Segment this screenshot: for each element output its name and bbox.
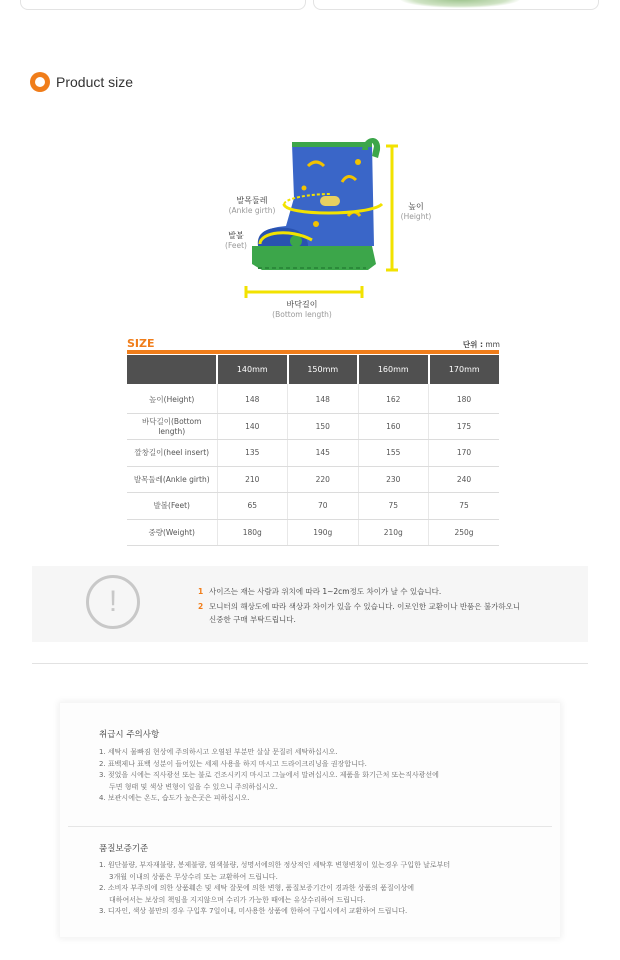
table-cell: 148 <box>288 384 359 413</box>
row-label: 높이(Height) <box>127 384 217 413</box>
care-line: 1. 세탁시 물빠짐 현상에 주의하시고 오염된 부분만 살살 문질러 세탁하십시오. <box>99 748 338 756</box>
table-cell: 145 <box>288 440 359 467</box>
label-bottom-length: 바닥길이 (Bottom length) <box>272 300 332 319</box>
size-table <box>127 355 499 546</box>
table-cell: 155 <box>358 440 429 467</box>
table-cell: 190g <box>288 519 359 546</box>
row-label: 중량(Weight) <box>127 519 217 546</box>
table-cell: 175 <box>429 413 500 440</box>
table-row <box>127 440 499 467</box>
label-feet: 발볼 (Feet) <box>225 231 247 250</box>
table-cell: 140 <box>217 413 288 440</box>
table-cell: 65 <box>217 493 288 520</box>
table-cell: 180g <box>217 519 288 546</box>
row-label: 깔창길이(heel insert) <box>127 440 217 467</box>
table-cell: 170 <box>429 440 500 467</box>
warranty-list <box>99 860 450 918</box>
section-bullet-icon <box>30 72 50 92</box>
section-divider <box>32 663 588 664</box>
table-cell: 210 <box>217 466 288 493</box>
header-size: 170mm <box>429 355 500 384</box>
notice-item-2: 2 모니터의 해상도에 따라 색상과 차이가 있을 수 있습니다. 이로인한 교환이나 반품은 불가하오니 신중한 구매 부탁드립니다. <box>198 602 521 624</box>
label-height: 높이 (Height) <box>400 202 432 221</box>
header-size: 140mm <box>217 355 288 384</box>
top-product-card-left[interactable] <box>20 0 306 10</box>
table-row <box>127 493 499 520</box>
table-row <box>127 466 499 493</box>
row-label: 발볼(Feet) <box>127 493 217 520</box>
care-line: 4. 보관시에는 온도, 습도가 높은곳은 피하십시오. <box>99 794 250 802</box>
table-cell: 75 <box>358 493 429 520</box>
row-label: 바닥길이(Bottom length) <box>127 413 217 440</box>
table-cell: 135 <box>217 440 288 467</box>
exclamation-icon: ! <box>86 575 140 629</box>
care-line: 3. 젖었을 시에는 직사광선 또는 불로 건조시키지 마시고 그늘에서 말려십시오. 제품을 화기근처 또는직사광선에 <box>99 771 439 779</box>
warranty-line: 1. 원단불량, 부자재불량, 봉제불량, 염색불량, 성명서에의한 정상적인 세탁후 변형변칭이 있는경우 구입한 날로부터 <box>99 861 451 869</box>
table-row <box>127 519 499 546</box>
size-table-header-row <box>127 355 499 384</box>
size-table-title: SIZE <box>127 337 155 350</box>
label-ankle-girth: 발목둘레 (Ankle girth) <box>228 196 276 215</box>
table-cell: 148 <box>217 384 288 413</box>
size-table-accent-bar <box>127 350 499 354</box>
care-line: 두면 형태 및 색상 변형이 일을 수 있으니 주의하십시오. <box>109 782 278 791</box>
table-cell: 162 <box>358 384 429 413</box>
table-cell: 250g <box>429 519 500 546</box>
table-row <box>127 413 499 440</box>
table-row <box>127 384 499 413</box>
table-cell: 70 <box>288 493 359 520</box>
warranty-line: 2. 소비자 부주의에 의한 상품훼손 및 세탁 잘못에 의한 변형, 품질보증기간이 경과한 상품의 품질이상에 <box>99 884 415 892</box>
header-size: 160mm <box>358 355 429 384</box>
table-cell: 75 <box>429 493 500 520</box>
care-title: 취급시 주의사항 <box>99 730 160 740</box>
table-cell: 210g <box>358 519 429 546</box>
boot-diagram <box>200 128 430 328</box>
table-cell: 160 <box>358 413 429 440</box>
boot-sole <box>252 246 376 270</box>
care-line: 2. 표백제나 표백 성분이 들어있는 세제 사용을 하지 마시고 드라이크리닝을 권장합니다. <box>99 759 367 768</box>
notice-item-1: 1 사이즈는 재는 사람과 위치에 따라 1~2cm정도 차이가 날 수 있습니다. <box>198 587 442 596</box>
table-cell: 230 <box>358 466 429 493</box>
row-label: 발목둘레(Ankle girth) <box>127 466 217 493</box>
header-empty <box>127 355 217 384</box>
table-cell: 220 <box>288 466 359 493</box>
warranty-title: 품질보증기준 <box>99 844 149 854</box>
warranty-line: 대하여서는 보상의 책임을 지지않으며 수리가 가능한 때에는 유상수리하여 드립니다. <box>109 895 366 904</box>
header-size: 150mm <box>288 355 359 384</box>
table-cell: 240 <box>429 466 500 493</box>
unit-label: 단위 : mm <box>462 340 500 349</box>
care-divider <box>68 826 552 827</box>
warranty-line: 3개월 이내의 상품은 무상수리 또는 교환하여 드립니다. <box>109 872 278 881</box>
warranty-line: 3. 디자인, 색상 불만의 경우 구입후 7일이내, 미사용한 상품에 한하여 구입시에서 교환하여 드립니다. <box>99 907 408 915</box>
care-list <box>99 747 439 805</box>
section-title: Product size <box>56 74 134 90</box>
table-cell: 150 <box>288 413 359 440</box>
table-cell: 180 <box>429 384 500 413</box>
